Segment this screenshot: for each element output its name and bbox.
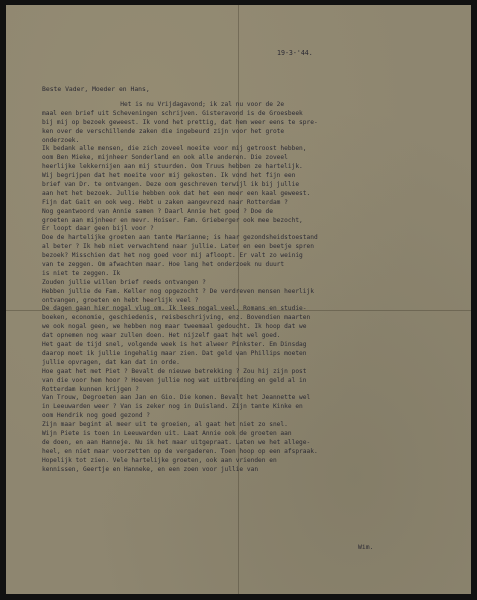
letter-line: aan het het bezoek. Jullie hebben ook dat het een meer een kaal geweest. bbox=[42, 189, 311, 197]
letter-line: maal een brief uit Scheveningen schrijven. Gisteravond is de Groesbeek bbox=[42, 109, 303, 117]
letter-line: daarop moet ik jullie ingehalig maar zien. Dat geld van Phillips moeten bbox=[42, 349, 307, 357]
letter-line: ontvangen, groeten en hebt heerlijk veel ? bbox=[42, 296, 199, 304]
letter-line: dat opnemen nog waar zullen doen. Het nijzelf gaat het wel goed. bbox=[42, 332, 281, 340]
letter-line: heerlijke lekkernijen aan mij stuurden. Oom Truus hebben ze hartelijk. bbox=[42, 163, 303, 171]
letter-line: Hopelijk tot zien. Vele hartelijke groeten, ook aan vrienden en bbox=[42, 456, 277, 464]
letter-line: we ook nogal geen, we hebben nog maar tweemaal gedoucht. Ik hoop dat we bbox=[42, 323, 307, 331]
letter-line: Wijn Piete is toen in Leeuwarden uit. Laat Annie ook de groeten aan bbox=[42, 429, 292, 437]
letter-line: Zouden jullie willen brief reeds ontvangen ? bbox=[42, 278, 206, 286]
letter-line: bij mij op bezoek geweest. Ik vond het prettig, dat hem weer eens te spre- bbox=[42, 118, 318, 126]
letter-line: oom Ben Mieke, mijnheer Sonderland en ook alle anderen. Die zoveel bbox=[42, 154, 288, 162]
letter-line: in Leeuwarden weer ? Van is zeker nog in Duisland. Zijn tante Kinke en bbox=[42, 403, 303, 411]
letter-line: jullie opvragen, dat kan dat in orde. bbox=[42, 358, 180, 366]
letter-signature: Wim. bbox=[358, 543, 374, 551]
letter-line: Hebben jullie de Fam. Keller nog opgezocht ? De verdreven mensen heerlijk bbox=[42, 287, 314, 295]
letter-line: Er loopt daar geen bijl voor ? bbox=[42, 225, 154, 233]
letter-date: 19-3-'44. bbox=[277, 49, 313, 57]
letter-line: van die voor hem hoor ? Hoeven jullie nog wat uitbreiding en geld al in bbox=[42, 376, 307, 384]
letter-line: al beter ? Ik heb niet verwachtend naar jullie. Later en een beetje spren bbox=[42, 243, 314, 251]
letter-line: bezoek? Misschien dat het nog goed voor mij afloopt. Er valt zo weinig bbox=[42, 252, 303, 260]
letter-sheet bbox=[6, 5, 471, 594]
letter-body bbox=[42, 101, 432, 474]
letter-line: heel, en niet maar voorzetten op de vergaderen. Toen hoop op een afspraak. bbox=[42, 447, 318, 455]
letter-line: de doen, en aan Hanneje. Nu ik het maar uitgepraat. Laten we het allege- bbox=[42, 438, 311, 446]
letter-line: ken over de verschillende zaken die ingebeurd zijn voor het grote bbox=[42, 127, 285, 135]
letter-line: van te zeggen. Om afwachten maar. Hoe lang het onderzoek nu duurt bbox=[42, 261, 285, 269]
letter-line: Het is nu Vrijdagavond; ik zal nu voor de 2e bbox=[42, 101, 285, 108]
letter-line: Hoe gaat het met Piet ? Bevalt de nieuwe betrekking ? Zou hij zijn post bbox=[42, 367, 307, 375]
letter-line: De dagen gaan hier nogal vlug om. Ik lees nogal veel. Romans en studie- bbox=[42, 305, 307, 313]
letter-line: is niet te zeggen. Ik bbox=[42, 269, 121, 277]
letter-line: Ik bedank alle mensen, die zich zoveel moeite voor mij getroost hebben, bbox=[42, 145, 307, 153]
letter-line: kennissen, Geertje en Hanneke, en een zoen voor jullie van bbox=[42, 465, 259, 473]
letter-salutation: Beste Vader, Moeder en Hans, bbox=[42, 85, 150, 93]
letter-line: oom Hendrik nog goed gezond ? bbox=[42, 412, 151, 420]
letter-line: groeten aan mijnheer en mevr. Hoiser. Fam. Grieberger ook mee bezocht, bbox=[42, 216, 303, 224]
letter-line: Nog geantwoord van Annie samen ? Daarl Annie het goed ? Doe de bbox=[42, 207, 273, 215]
letter-line: Het gaat de tijd snel, volgende week is het alweer Pinkster. Em Dinsdag bbox=[42, 341, 307, 349]
letter-line: onderzoek. bbox=[42, 136, 80, 144]
letter-line: boeken, economie, geschiedenis, reisbeschrijving, enz. Bovendien maarten bbox=[42, 314, 311, 322]
letter-line: brief van Dr. te ontvangen. Deze oom geschreven terwijl ik bij jullie bbox=[42, 181, 300, 189]
letter-line: Doe de hartelijke groeten aan tante Marianne; is haar gezondsheidstoestand bbox=[42, 234, 318, 242]
letter-line: Van Trouw, Degroeten aan Jan en Gio. Die komen. Bevalt het Jeannette wel bbox=[42, 394, 311, 402]
letter-line: Rotterdam kunnen krijgen ? bbox=[42, 385, 139, 393]
letter-line: Zijn maar begint al meer uit te groeien, al gaat het niet zo snel. bbox=[42, 421, 288, 429]
letter-line: Wij begrijpen dat het moeite voor mij gekosten. Ik vond het fijn een bbox=[42, 172, 296, 180]
letter-line: Fijn dat Gait en ook weg. Hebt u zaken aangevrezd naar Rotterdam ? bbox=[42, 198, 288, 206]
